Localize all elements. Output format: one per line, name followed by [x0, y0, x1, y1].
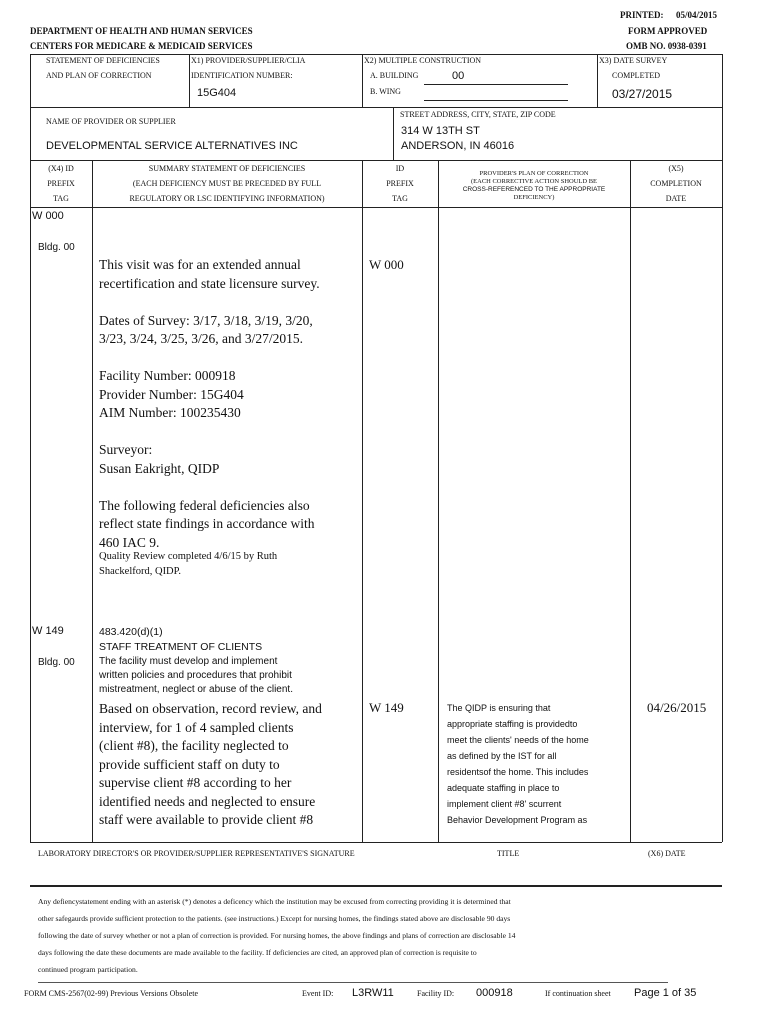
w149-building: Bldg. 00 — [38, 657, 75, 668]
disclaimer-line: days following the date these documents are made available to the facility. If deficiencies are cited, an approved plan of correction is requisite to — [38, 948, 477, 957]
rule — [30, 54, 722, 55]
building-line — [424, 84, 568, 85]
centers-title: CENTERS FOR MEDICARE & MEDICAID SERVICES — [30, 41, 253, 51]
w149-tag: W 149 — [32, 625, 64, 637]
summary-line: Dates of Survey: 3/17, 3/18, 3/19, 3/20, — [99, 312, 313, 328]
col-x5-date: DATE — [665, 194, 687, 203]
summary-line: Based on observation, record review, and — [99, 701, 322, 716]
quality-review-line: Quality Review completed 4/6/15 by Ruth — [99, 551, 278, 562]
w149-title: STAFF TREATMENT OF CLIENTS — [99, 641, 263, 653]
summary-line: interview, for 1 of 4 sampled clients — [99, 719, 294, 735]
summary-line: 3/23, 3/24, 3/25, 3/26, and 3/27/2015. — [99, 331, 303, 346]
building-value: 00 — [452, 70, 465, 82]
summary-line: recertification and state licensure survey. — [99, 275, 320, 291]
statement-label: STATEMENT OF DEFICIENCIES — [46, 56, 160, 65]
w149-plan — [447, 700, 627, 828]
rule — [92, 160, 93, 842]
summary-spacer — [99, 293, 359, 312]
address-street: 314 W 13TH ST — [401, 125, 480, 137]
summary-line: supervise client #8 according to her — [99, 775, 292, 790]
col-summary-sub: (EACH DEFICIENCY MUST BE PRECEDED BY FULL — [132, 179, 322, 188]
address-city: ANDERSON, IN 46016 — [401, 140, 515, 152]
provider-name: DEVELOPMENTAL SERVICE ALTERNATIVES INC — [46, 140, 298, 152]
plan-line: as defined by the IST for all — [447, 751, 557, 761]
x1-label-2: IDENTIFICATION NUMBER: — [191, 71, 293, 80]
x2-label: X2) MULTIPLE CONSTRUCTION — [364, 56, 482, 65]
wing-label: B. WING — [370, 87, 401, 96]
rule — [189, 54, 190, 107]
rule — [438, 160, 439, 842]
rule — [30, 842, 722, 843]
x1-label: X1) PROVIDER/SUPPLIER/CLIA — [191, 56, 306, 65]
rule — [597, 54, 598, 107]
plan-line: The QIDP is ensuring that — [447, 703, 551, 713]
provider-id: 15G404 — [197, 87, 237, 99]
disclaimer-line: continued program participation. — [38, 965, 138, 974]
w149-regulation: 483.420(d)(1) — [99, 626, 163, 638]
statement-label-2: AND PLAN OF CORRECTION — [46, 71, 152, 80]
w149-summary — [99, 700, 361, 830]
printed-date: 05/04/2015 — [676, 10, 718, 20]
summary-line: Susan Eakright, QIDP — [99, 460, 220, 476]
summary-line: provide sufficient staff on duty to — [99, 756, 280, 772]
summary-line: AIM Number: 100235430 — [99, 405, 241, 420]
survey-date: 03/27/2015 — [612, 87, 673, 101]
rule — [30, 107, 722, 108]
plan-line: adequate staffing in place to — [447, 783, 560, 793]
plan-line: meet the clients' needs of the home — [447, 735, 589, 745]
summary-line: Surveyor: — [99, 442, 153, 457]
plan-line: implement client #8' scurrent — [447, 799, 562, 809]
col-x4-tag: TAG — [53, 194, 69, 203]
col-plan-title: PROVIDER'S PLAN OF CORRECTION — [479, 170, 589, 177]
w149-requirement — [99, 655, 361, 697]
rule — [362, 160, 363, 842]
printed-label: PRINTED: — [620, 10, 664, 20]
continuation-label: If continuation sheet — [545, 989, 611, 998]
signature-title-label: TITLE — [497, 849, 520, 858]
rule — [393, 107, 394, 160]
w149-id-prefix: W 149 — [369, 700, 404, 715]
summary-line: staff were available to provide client #8 — [99, 812, 314, 827]
summary-line: Provider Number: 15G404 — [99, 386, 244, 402]
event-id-value: L3RW11 — [352, 987, 394, 999]
summary-line: The following federal deficiencies also — [99, 497, 310, 513]
address-label: STREET ADDRESS, CITY, STATE, ZIP CODE — [400, 110, 556, 119]
w000-summary — [99, 256, 359, 552]
rule — [630, 160, 631, 842]
building-label: A. BUILDING — [370, 71, 419, 80]
summary-spacer — [99, 423, 359, 442]
rule — [30, 160, 722, 161]
rule — [30, 207, 722, 208]
w149-completion-date: 04/26/2015 — [647, 700, 707, 715]
footer-rule — [38, 982, 668, 983]
summary-line: (client #8), the facility neglected to — [99, 738, 289, 753]
w000-id-prefix: W 000 — [369, 257, 404, 272]
signature-label: LABORATORY DIRECTOR'S OR PROVIDER/SUPPLIER REPRESENTATIVE'S SIGNATURE — [38, 849, 355, 858]
form-number: FORM CMS-2567(02-99) Previous Versions Obsolete — [24, 989, 199, 998]
disclaimer-line: Any defiencystatement ending with an asterisk (*) denotes a deficency which the institution may be excused from correcting providing it is determined that — [38, 897, 511, 906]
requirement-line: mistreatment, neglect or abuse of the client. — [99, 684, 293, 695]
w000-tag: W 000 — [32, 210, 64, 222]
col-id-label: ID — [395, 164, 405, 173]
disclaimer-line: following the date of survey whether or not a plan of correction is provided. For nursing homes, the above findings and plans of correction are disclosable 14 — [38, 931, 516, 940]
rule — [362, 54, 363, 107]
requirement-line: written policies and procedures that prohibit — [99, 670, 292, 681]
facility-id-label: Facility ID: — [417, 989, 455, 998]
omb-number: OMB NO. 0938-0391 — [626, 41, 707, 51]
col-id-prefix: PREFIX — [386, 179, 414, 188]
signature-date-label: (X6) DATE — [648, 849, 686, 858]
requirement-line: The facility must develop and implement — [99, 656, 278, 667]
page-number: Page 1 of 35 — [634, 987, 697, 999]
x3-label-2: COMPLETED — [612, 71, 660, 80]
summary-line: This visit was for an extended annual — [99, 257, 301, 272]
disclaimer-line: other safegaurds provide sufficient protection to the patients. (see instructions.) Except for nursing homes, the findings stated above are disclosable 90 days — [38, 914, 511, 923]
event-id-label: Event ID: — [302, 989, 334, 998]
summary-spacer — [99, 478, 359, 497]
col-x4-prefix: PREFIX — [47, 179, 75, 188]
department-title: DEPARTMENT OF HEALTH AND HUMAN SERVICES — [30, 26, 253, 36]
rule — [722, 54, 723, 842]
quality-review-line-2: Shackelford, QIDP. — [99, 566, 181, 577]
summary-line: 460 IAC 9. — [99, 534, 160, 550]
col-summary-title: SUMMARY STATEMENT OF DEFICIENCIES — [148, 164, 306, 173]
col-plan-sub3: DEFICIENCY) — [513, 194, 555, 201]
col-summary-sub2: REGULATORY OR LSC IDENTIFYING INFORMATION) — [129, 194, 325, 203]
w000-building: Bldg. 00 — [38, 242, 75, 253]
plan-line: Behavior Development Program as — [447, 815, 588, 825]
disclaimer — [38, 893, 728, 978]
summary-line: identified needs and neglected to ensure — [99, 793, 316, 809]
facility-id-value: 000918 — [476, 987, 513, 999]
form-approved: FORM APPROVED — [628, 26, 708, 36]
plan-line: residentsof the home. This includes — [447, 767, 589, 777]
x3-label: X3) DATE SURVEY — [599, 56, 668, 65]
col-x4-label: (X4) ID — [48, 164, 74, 173]
col-x5-completion: COMPLETION — [650, 179, 702, 188]
plan-line: appropriate staffing is providedto — [447, 719, 578, 729]
provider-name-label: NAME OF PROVIDER OR SUPPLIER — [46, 117, 176, 126]
rule — [30, 885, 722, 887]
col-id-tag: TAG — [392, 194, 408, 203]
summary-line: reflect state findings in accordance with — [99, 516, 315, 531]
wing-line — [424, 100, 568, 101]
summary-spacer — [99, 349, 359, 368]
col-x5-label: (X5) — [668, 164, 684, 173]
summary-line: Facility Number: 000918 — [99, 368, 236, 383]
col-plan-sub: (EACH CORRECTIVE ACTION SHOULD BE — [470, 178, 598, 185]
col-plan-sub2: CROSS-REFERENCED TO THE APPROPRIATE — [462, 186, 606, 193]
